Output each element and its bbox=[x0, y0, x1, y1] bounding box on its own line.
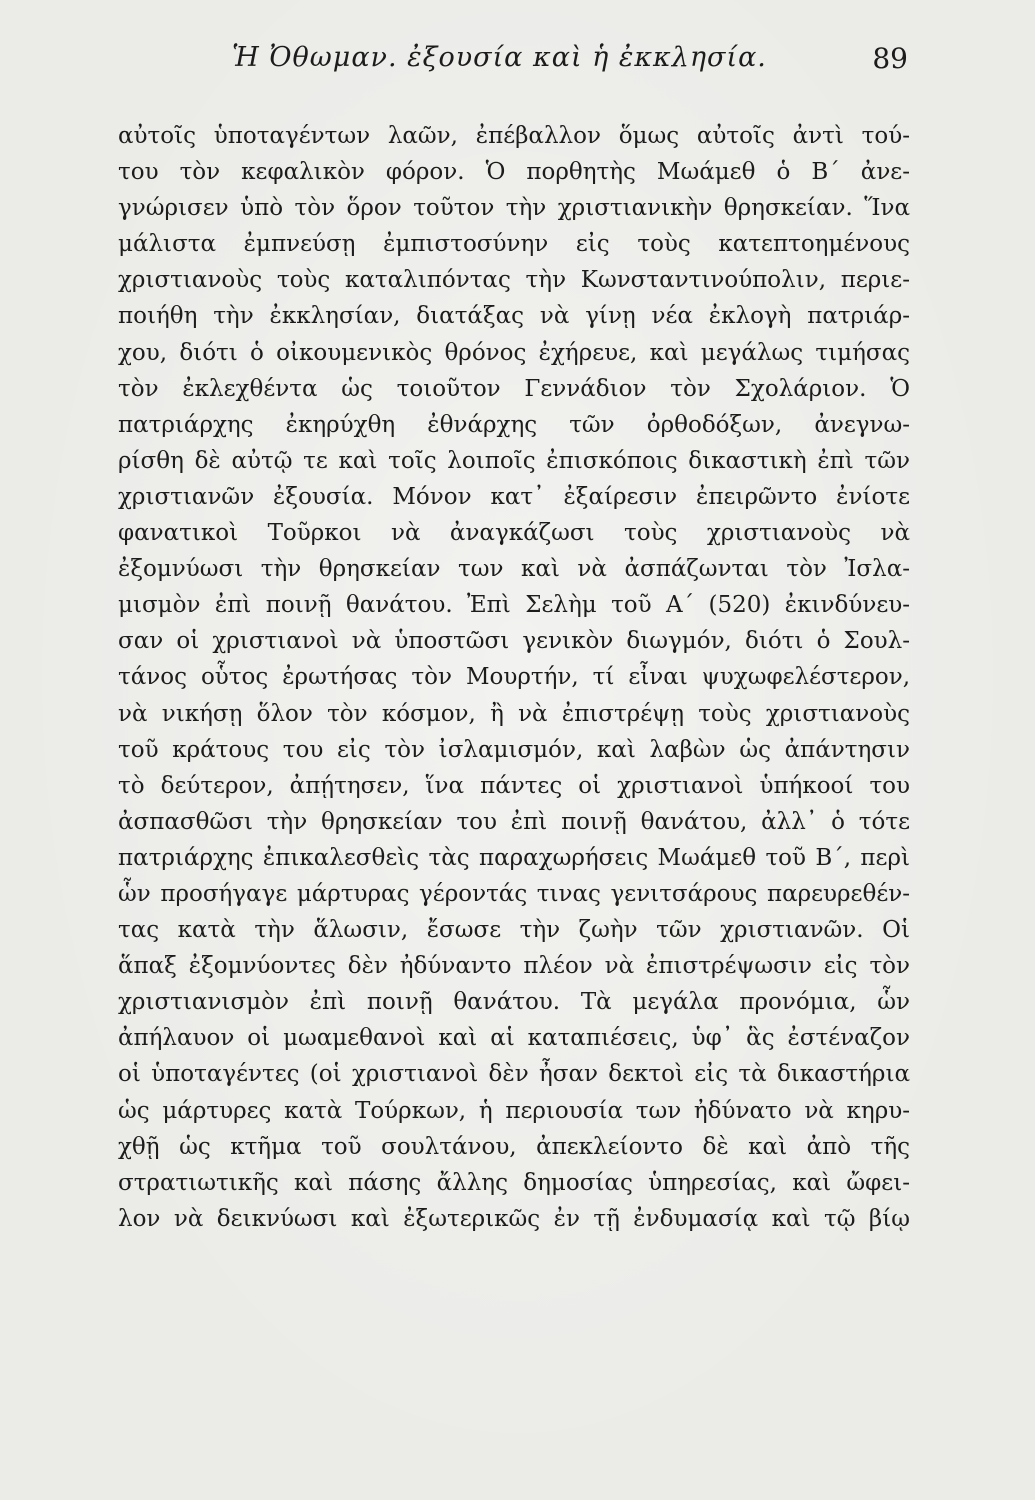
text-line: οἱ ὑποταγέντες (οἱ χριστιανοὶ δὲν ἦσαν δεκτοὶ εἰς τὰ δικαστήρια bbox=[118, 1061, 910, 1088]
running-title: Ἡ Ὀθωμαν. ἐξουσία καὶ ἡ ἐκκλησία. bbox=[232, 42, 767, 73]
page-header bbox=[232, 42, 922, 90]
text-line: ποιήθη τὴν ἐκκλησίαν, διατάξας νὰ γίνῃ νέα ἐκλογὴ πατριάρ- bbox=[118, 303, 910, 330]
body-text bbox=[118, 118, 910, 1237]
text-line: φανατικοὶ Τοῦρκοι νὰ ἀναγκάζωσι τοὺς χριστιανοὺς νὰ bbox=[118, 520, 910, 547]
page-number: 89 bbox=[872, 42, 908, 75]
text-line: αὐτοῖς ὑποταγέντων λαῶν, ἐπέβαλλον ὅμως αὐτοῖς ἀντὶ τού- bbox=[118, 123, 910, 149]
text-line: χριστιανοὺς τοὺς καταλιπόντας τὴν Κωνσταντινούπολιν, περιε- bbox=[118, 267, 910, 294]
text-line: νὰ νικήσῃ ὅλον τὸν κόσμον, ἢ νὰ ἐπιστρέψῃ τοὺς χριστιανοὺς bbox=[118, 700, 910, 727]
text-line: ἀσπασθῶσι τὴν θρησκείαν του ἐπὶ ποινῇ θανάτου, ἀλλ᾽ ὁ τότε bbox=[118, 808, 910, 835]
text-line: χριστιανισμὸν ἐπὶ ποινῇ θανάτου. Τὰ μεγάλα προνόμια, ὧν bbox=[118, 989, 910, 1016]
text-line: του τὸν κεφαλικὸν φόρον. Ὁ πορθητὴς Μωάμεθ ὁ Β΄ ἀνε- bbox=[118, 159, 910, 186]
text-line: γνώρισεν ὑπὸ τὸν ὅρον τοῦτον τὴν χριστιανικὴν θρησκείαν. Ἵνα bbox=[118, 195, 910, 222]
text-line: λον νὰ δεικνύωσι καὶ ἐξωτερικῶς ἐν τῇ ἐνδυμασίᾳ καὶ τῷ βίῳ bbox=[118, 1205, 910, 1232]
text-line: ὧν προσήγαγε μάρτυρας γέροντάς τινας γενιτσάρους παρευρεθέν- bbox=[118, 880, 910, 907]
text-line: μισμὸν ἐπὶ ποινῇ θανάτου. Ἐπὶ Σελὴμ τοῦ Α΄ (520) ἐκινδύνευ- bbox=[118, 592, 910, 619]
text-line: μάλιστα ἐμπνεύσῃ ἐμπιστοσύνην εἰς τοὺς κατεπτοημένους bbox=[118, 231, 910, 258]
text-line: χου, διότι ὁ οἰκουμενικὸς θρόνος ἐχήρευε, καὶ μεγάλως τιμήσας bbox=[118, 339, 910, 366]
text-line: τάνος οὗτος ἐρωτήσας τὸν Μουρτήν, τί εἶναι ψυχωφελέστερον, bbox=[118, 664, 910, 691]
text-line: τοῦ κράτους του εἰς τὸν ἰσλαμισμόν, καὶ λαβὼν ὡς ἀπάντησιν bbox=[118, 736, 910, 763]
text-line: ἀπήλαυον οἱ μωαμεθανοὶ καὶ αἱ καταπιέσεις, ὑφ᾽ ἃς ἐστέναζον bbox=[118, 1025, 910, 1052]
text-line: πατριάρχης ἐκηρύχθη ἐθνάρχης τῶν ὀρθοδόξων, ἀνεγνω- bbox=[118, 411, 910, 438]
text-line: ἅπαξ ἐξομνύοντες δὲν ἠδύναντο πλέον νὰ ἐπιστρέψωσιν εἰς τὸν bbox=[118, 953, 910, 980]
text-line: τας κατὰ τὴν ἅλωσιν, ἔσωσε τὴν ζωὴν τῶν χριστιανῶν. Οἱ bbox=[118, 917, 910, 944]
text-line: ἐξομνύωσι τὴν θρησκείαν των καὶ νὰ ἀσπάζωνται τὸν Ἰσλα- bbox=[118, 556, 910, 583]
text-line: ὡς μάρτυρες κατὰ Τούρκων, ἡ περιουσία των ἠδύνατο νὰ κηρυ- bbox=[118, 1097, 910, 1124]
text-line: τὸ δεύτερον, ἀπῄτησεν, ἵνα πάντες οἱ χριστιανοὶ ὑπήκοοί του bbox=[118, 772, 910, 799]
text-line: χριστιανῶν ἐξουσία. Μόνον κατ᾽ ἐξαίρεσιν ἐπειρῶντο ἐνίοτε bbox=[118, 483, 910, 510]
text-line: στρατιωτικῆς καὶ πάσης ἄλλης δημοσίας ὑπηρεσίας, καὶ ὤφει- bbox=[118, 1169, 910, 1196]
text-line: ρίσθη δὲ αὐτῷ τε καὶ τοῖς λοιποῖς ἐπισκόποις δικαστικὴ ἐπὶ τῶν bbox=[118, 447, 910, 474]
text-line: πατριάρχης ἐπικαλεσθεὶς τὰς παραχωρήσεις Μωάμεθ τοῦ Β΄, περὶ bbox=[118, 844, 910, 871]
text-line: χθῇ ὡς κτῆμα τοῦ σουλτάνου, ἀπεκλείοντο δὲ καὶ ἀπὸ τῆς bbox=[118, 1133, 910, 1160]
text-line: τὸν ἐκλεχθέντα ὡς τοιοῦτον Γεννάδιον τὸν Σχολάριον. Ὁ bbox=[118, 375, 910, 402]
text-line: σαν οἱ χριστιανοὶ νὰ ὑποστῶσι γενικὸν διωγμόν, διότι ὁ Σουλ- bbox=[118, 628, 910, 655]
